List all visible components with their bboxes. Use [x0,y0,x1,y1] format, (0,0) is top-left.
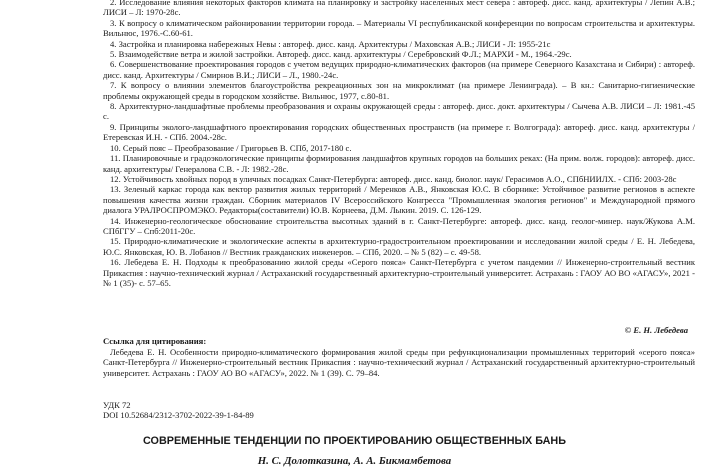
reference-item: 13. Зеленый каркас города как вектор развития жилых территорий / Меренков А.В., Янковская Ю.С. В сборнике: Устойчивое развитие регионов в аспекте повышения качества жизни граждан. Сборник материалов IV Всероссийского Конгресса "Промышленная экология регионов" и Международной прямого диалога УРАЛРОСПРОМЭКО. Редакторы(составители) Ю.В. Корнеева, Д.М. Лыкин. 2019. С. 126-129. [103,184,695,216]
reference-item: 15. Природно-климатические и экологические аспекты в архитектурно-градостроительном проектировании и исследовании жилой среды / Е. Н. Лебедева, Ю.С. Янковская, Ю. В. Лобанов // Вестник гражданских инженеров. – СПб, 2020. – № 5 (82) – с. 49-58. [103,236,695,257]
reference-item: 9. Принципы эколого-ландшафтного проектирования городских общественных пространств (на примере г. Волгограда): автореф. дисс. канд. архитектуры / Етеревская И.Н. - СПб. 2004.-28с. [103,121,695,143]
copyright-notice: © Е. Н. Лебедева [624,325,688,335]
doi-identifier[interactable]: DOI 10.52684/2312-3702-2022-39-1-84-89 [103,410,254,420]
article-title: СОВРЕМЕННЫЕ ТЕНДЕНЦИИ ПО ПРОЕКТИРОВАНИЮ ОБЩЕСТВЕННЫХ БАНЬ [143,435,566,447]
citation-heading: Ссылка для цитирования: [103,336,207,346]
reference-item: 14. Инженерно-геологическое обоснование строительства высотных зданий в г. Санкт-Петербурге: автореф. дисс. канд. геолог-минер. наук/Жукова А.М. СПбГГУ – Спб:2011-20с. [103,215,695,236]
reference-item: 12. Устойчивость хвойных пород в уличных посадках Санкт-Петербурга: автореф. дисс. канд. биолог. наук/ Герасимов А.О., СПбНИИЛХ. - СПб: 2003-28с [110,173,677,184]
reference-item: 8. Архитектурно-ландшафтные проблемы преобразования и охраны окружающей среды : автореф. дисс. докт. архитектуры / Сычева А.В. ЛИСИ – Л: 1981.-45 с. [103,101,695,122]
reference-item: 10. Серый пояс – Преобразование / Григорьев В. СПб, 2017-180 с. [110,142,352,153]
reference-list [103,0,695,288]
reference-item: 11. Планировочные и градоэкологические принципы формирования ландшафтов крупных городов на больших реках: (На прим. волж. городов): автореф. дисс. канд. архитектуры/ Генералова С.В. - Л: 1982.-28с. [103,153,695,174]
reference-item: 6. Совершенствование проектирования городов с учетом ведущих природно-климатических факторов (на примере Северного Казахстана и Сибири) : автореф. дисс. канд. Архитектуры / Смирнов В.И.; ЛИСИ – Л., 1980.-24с. [103,59,695,80]
article-authors: Н. С. Долотказина, А. А. Бикмамбетова [257,455,452,467]
reference-item: 2. Исследование влияния некоторых факторов климата на планировку и застройку населенных мест севера : автореф. дисс. канд. архитектуры / Лепин А.В.; ЛИСИ – Л: 1970-28с. [103,0,695,18]
reference-item: 16. Лебедева Е. Н. Подходы к преобразованию жилой среды «Серого пояса» Санкт-Петербурга с учетом пандемии // Инженерно-строительный вестник Прикаспия : научно-технический журнал / Астраханский государственный архитектурно-строительный университет. Астрахань : ГАОУ АО ВО «АГАСУ», 2021 - № 1 (35)- с. 57–65. [103,257,695,288]
reference-item: 5. Взаимодействие ветра и жилой застройки. Автореф. дисс. канд. архитектуры / Серебровский Ф.Л.; МАРХИ - М., 1964.-29с. [110,49,572,60]
reference-item: 7. К вопросу о влиянии элементов благоустройства рекреационных зон на микроклимат (на примере Ленинграда). – В кн.: Санитарно-гигиенические проблемы окружающей среды в городском хозяйстве. Вильнюс, 1977, с.80-81. [103,80,695,101]
udk-code: УДК 72 [103,400,131,410]
citation-text: Лебедева Е. Н. Особенности природно-климатического формирования жилой среды при рефункционализации промышленных территорий «серого пояса» Санкт-Петербурга // Инженерно-строительный вестник Прикаспия : научно-технический журнал / Астраханский государственный архитектурно-строительный университет. Астрахань : ГАОУ АО ВО «АГАСУ», 2022. № 1 (39). С. 79–84. [103,347,695,378]
reference-item: 4. Застройка и планировка набережных Невы : автореф. дисс. канд. Архитектуры / Маховская А.В.; ЛИСИ - Л: 1955-21с [110,38,551,49]
reference-item: 3. К вопросу о климатическом районировании территории города. – Материалы VI республиканской конференции по вопросам строительства и архитектуры. Вильнюс, 1976.-С.60-61. [103,17,695,39]
